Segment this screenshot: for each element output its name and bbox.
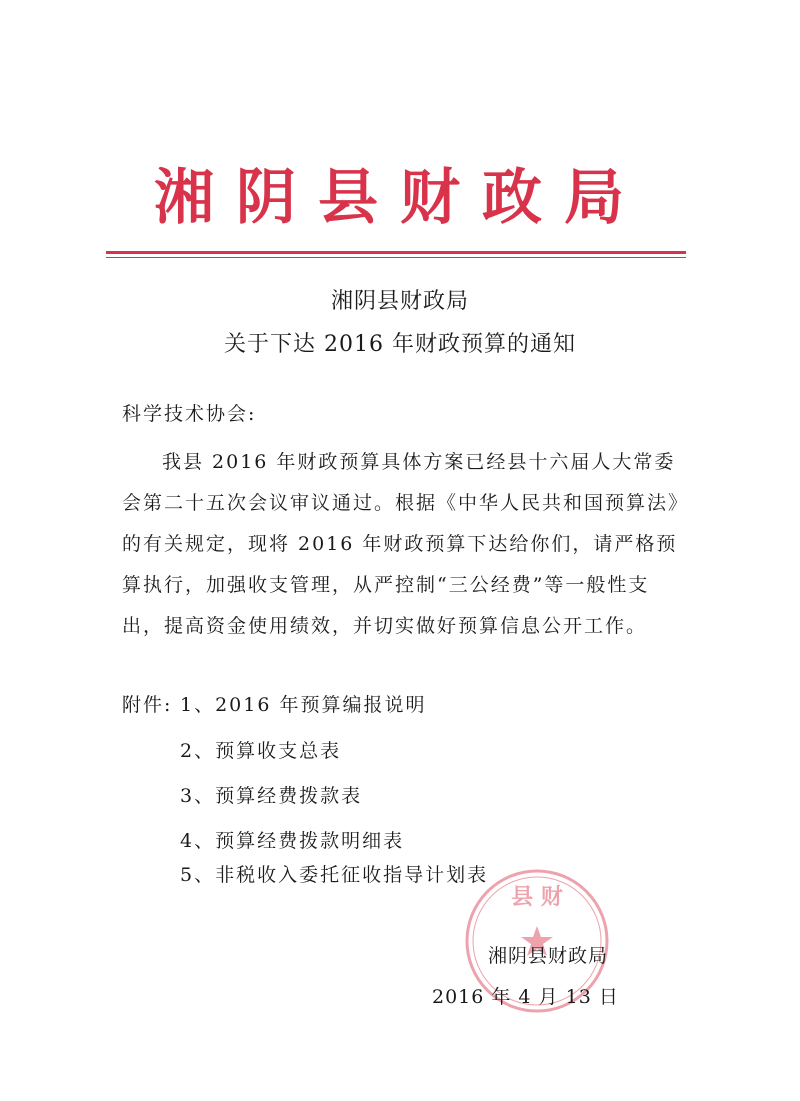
attachment-item: 2、预算收支总表 [180,740,342,762]
attachment-item: 4、预算经费拨款明细表 [180,830,405,852]
attachment-item: 5、非税收入委托征收指导计划表 [180,864,489,886]
body-line: 出，提高资金使用绩效，并切实做好预算信息公开工作。 [122,615,648,637]
masthead-title: 湘阴县财政局 [154,163,646,233]
seal-text: 县 财 [511,885,563,910]
signature-org: 湘阴县财政局 [488,945,609,967]
attachment-item: 1、2016 年预算编报说明 [180,694,427,716]
body-line: 算执行，加强收支管理，从严控制“三公经费”等一般性支 [122,574,650,596]
signature-date: 2016 年 4 月 13 日 [432,986,619,1008]
body-line: 我县 2016 年财政预算具体方案已经县十六届人大常委 [162,451,676,473]
body-line: 会第二十五次会议审议通过。根据《中华人民共和国预算法》 [122,492,690,514]
document-title-line2: 关于下达 2016 年财政预算的通知 [224,332,576,357]
body-line: 的有关规定，现将 2016 年财政预算下达给你们，请严格预 [122,533,678,555]
salutation: 科学技术协会: [122,403,257,425]
masthead-rule-thin [106,257,686,258]
attachment-item: 3、预算经费拨款表 [180,785,363,807]
masthead-rule-thick [106,251,686,254]
document-title-line1: 湘阴县财政局 [330,289,469,314]
attachments-label: 附件: [122,694,173,716]
